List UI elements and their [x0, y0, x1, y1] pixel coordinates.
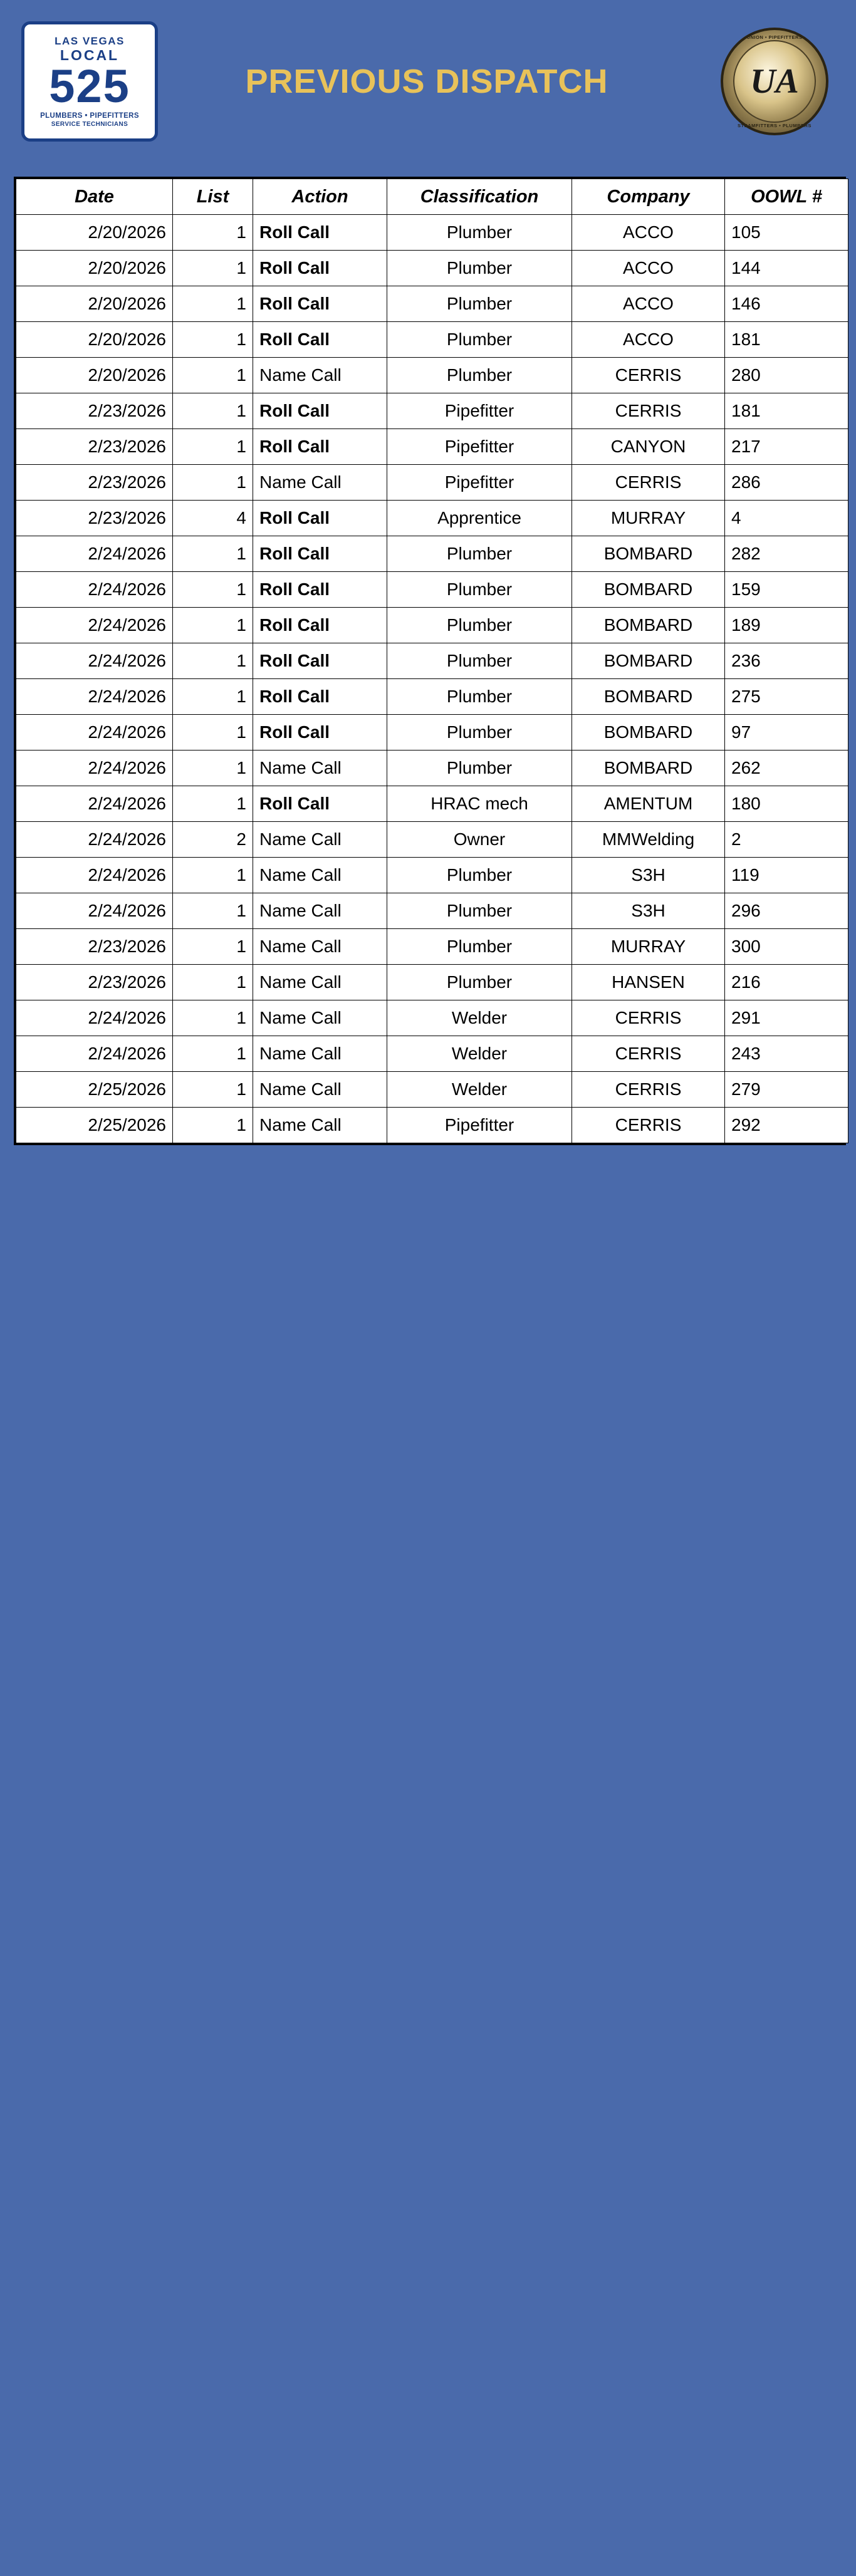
cell-company: ACCO — [572, 322, 725, 358]
cell-company: CERRIS — [572, 1108, 725, 1143]
cell-date: 2/23/2026 — [16, 929, 173, 965]
table-row[interactable] — [16, 822, 848, 858]
cell-date: 2/24/2026 — [16, 786, 173, 822]
cell-company: MURRAY — [572, 501, 725, 536]
cell-company: AMENTUM — [572, 786, 725, 822]
cell-date: 2/23/2026 — [16, 501, 173, 536]
cell-oowl: 216 — [725, 965, 848, 1000]
cell-date: 2/24/2026 — [16, 643, 173, 679]
cell-oowl: 275 — [725, 679, 848, 715]
cell-action: Name Call — [253, 1108, 387, 1143]
cell-action: Roll Call — [253, 393, 387, 429]
cell-list: 1 — [173, 1108, 253, 1143]
table-row[interactable] — [16, 750, 848, 786]
cell-oowl: 180 — [725, 786, 848, 822]
cell-date: 2/24/2026 — [16, 679, 173, 715]
cell-classification: Pipefitter — [387, 429, 572, 465]
column-header-classification: Classification — [387, 179, 572, 215]
ua-seal-monogram: UA — [750, 62, 799, 101]
cell-classification: Plumber — [387, 215, 572, 251]
cell-oowl: 2 — [725, 822, 848, 858]
cell-list: 1 — [173, 715, 253, 750]
cell-date: 2/20/2026 — [16, 251, 173, 286]
cell-classification: Plumber — [387, 251, 572, 286]
cell-action: Roll Call — [253, 572, 387, 608]
cell-date: 2/20/2026 — [16, 358, 173, 393]
cell-list: 1 — [173, 608, 253, 643]
cell-action: Roll Call — [253, 215, 387, 251]
page-title: PREVIOUS DISPATCH — [245, 63, 608, 100]
cell-oowl: 262 — [725, 750, 848, 786]
cell-date: 2/23/2026 — [16, 965, 173, 1000]
cell-classification: Pipefitter — [387, 1108, 572, 1143]
cell-company: BOMBARD — [572, 750, 725, 786]
cell-action: Roll Call — [253, 608, 387, 643]
cell-action: Roll Call — [253, 286, 387, 322]
cell-date: 2/24/2026 — [16, 750, 173, 786]
cell-date: 2/23/2026 — [16, 465, 173, 501]
cell-company: BOMBARD — [572, 679, 725, 715]
cell-action: Roll Call — [253, 679, 387, 715]
table-row[interactable] — [16, 1036, 848, 1072]
ua-seal-logo — [721, 28, 828, 135]
table-row[interactable] — [16, 893, 848, 929]
cell-date: 2/24/2026 — [16, 608, 173, 643]
table-row[interactable] — [16, 429, 848, 465]
cell-classification: Owner — [387, 822, 572, 858]
dispatch-table-container — [14, 177, 846, 1145]
cell-list: 1 — [173, 251, 253, 286]
cell-date: 2/23/2026 — [16, 429, 173, 465]
cell-company: CERRIS — [572, 1000, 725, 1036]
cell-date: 2/24/2026 — [16, 893, 173, 929]
cell-date: 2/24/2026 — [16, 536, 173, 572]
table-row[interactable] — [16, 858, 848, 893]
cell-oowl: 189 — [725, 608, 848, 643]
logo-service-text: SERVICE TECHNICIANS — [51, 120, 128, 128]
cell-list: 1 — [173, 965, 253, 1000]
cell-classification: Welder — [387, 1036, 572, 1072]
cell-classification: Plumber — [387, 608, 572, 643]
table-row[interactable] — [16, 1000, 848, 1036]
cell-list: 1 — [173, 1036, 253, 1072]
cell-action: Roll Call — [253, 786, 387, 822]
cell-oowl: 146 — [725, 286, 848, 322]
cell-action: Name Call — [253, 750, 387, 786]
table-row[interactable] — [16, 1108, 848, 1143]
table-row[interactable] — [16, 965, 848, 1000]
cell-company: S3H — [572, 893, 725, 929]
cell-list: 1 — [173, 893, 253, 929]
cell-oowl: 282 — [725, 536, 848, 572]
cell-classification: HRAC mech — [387, 786, 572, 822]
cell-list: 1 — [173, 429, 253, 465]
cell-oowl: 181 — [725, 393, 848, 429]
column-header-action: Action — [253, 179, 387, 215]
table-row[interactable] — [16, 465, 848, 501]
cell-action: Roll Call — [253, 322, 387, 358]
table-row[interactable] — [16, 643, 848, 679]
cell-oowl: 97 — [725, 715, 848, 750]
cell-classification: Welder — [387, 1072, 572, 1108]
column-header-oowl: OOWL # — [725, 179, 848, 215]
cell-company: CERRIS — [572, 358, 725, 393]
cell-list: 1 — [173, 322, 253, 358]
cell-date: 2/24/2026 — [16, 858, 173, 893]
cell-action: Name Call — [253, 1036, 387, 1072]
logo-local-text: LOCAL — [60, 47, 120, 64]
cell-classification: Pipefitter — [387, 465, 572, 501]
cell-action: Roll Call — [253, 251, 387, 286]
column-header-company: Company — [572, 179, 725, 215]
cell-classification: Plumber — [387, 965, 572, 1000]
cell-company: ACCO — [572, 251, 725, 286]
cell-list: 1 — [173, 215, 253, 251]
cell-oowl: 280 — [725, 358, 848, 393]
cell-date: 2/25/2026 — [16, 1072, 173, 1108]
logo-las-vegas-text: LAS VEGAS — [55, 35, 125, 48]
cell-list: 2 — [173, 822, 253, 858]
cell-action: Name Call — [253, 822, 387, 858]
cell-date: 2/24/2026 — [16, 1036, 173, 1072]
cell-company: BOMBARD — [572, 608, 725, 643]
cell-company: ACCO — [572, 215, 725, 251]
cell-action: Roll Call — [253, 429, 387, 465]
cell-classification: Plumber — [387, 929, 572, 965]
cell-date: 2/24/2026 — [16, 822, 173, 858]
cell-oowl: 159 — [725, 572, 848, 608]
table-row[interactable] — [16, 215, 848, 251]
cell-list: 1 — [173, 1072, 253, 1108]
column-header-list: List — [173, 179, 253, 215]
cell-action: Name Call — [253, 1072, 387, 1108]
table-row[interactable] — [16, 536, 848, 572]
ua-seal-ring-top-text: UNION • PIPEFITTERS — [746, 34, 803, 40]
cell-list: 4 — [173, 501, 253, 536]
table-row[interactable] — [16, 786, 848, 822]
cell-oowl: 286 — [725, 465, 848, 501]
cell-oowl: 4 — [725, 501, 848, 536]
cell-company: HANSEN — [572, 965, 725, 1000]
table-row[interactable] — [16, 393, 848, 429]
cell-oowl: 243 — [725, 1036, 848, 1072]
cell-company: CERRIS — [572, 465, 725, 501]
cell-company: MURRAY — [572, 929, 725, 965]
cell-action: Roll Call — [253, 715, 387, 750]
cell-classification: Plumber — [387, 679, 572, 715]
cell-oowl: 181 — [725, 322, 848, 358]
cell-company: CANYON — [572, 429, 725, 465]
cell-classification: Plumber — [387, 750, 572, 786]
cell-classification: Plumber — [387, 286, 572, 322]
cell-list: 1 — [173, 1000, 253, 1036]
table-row[interactable] — [16, 358, 848, 393]
cell-list: 1 — [173, 858, 253, 893]
cell-date: 2/20/2026 — [16, 286, 173, 322]
cell-list: 1 — [173, 750, 253, 786]
page-header — [0, 0, 856, 163]
cell-company: BOMBARD — [572, 643, 725, 679]
cell-company: S3H — [572, 858, 725, 893]
cell-list: 1 — [173, 572, 253, 608]
cell-classification: Plumber — [387, 358, 572, 393]
cell-action: Name Call — [253, 465, 387, 501]
cell-company: MMWelding — [572, 822, 725, 858]
cell-action: Name Call — [253, 358, 387, 393]
cell-classification: Apprentice — [387, 501, 572, 536]
cell-classification: Pipefitter — [387, 393, 572, 429]
cell-classification: Plumber — [387, 715, 572, 750]
cell-action: Roll Call — [253, 643, 387, 679]
table-row[interactable] — [16, 501, 848, 536]
cell-action: Roll Call — [253, 536, 387, 572]
cell-oowl: 292 — [725, 1108, 848, 1143]
cell-oowl: 217 — [725, 429, 848, 465]
cell-company: BOMBARD — [572, 715, 725, 750]
cell-date: 2/25/2026 — [16, 1108, 173, 1143]
table-row[interactable] — [16, 572, 848, 608]
cell-oowl: 296 — [725, 893, 848, 929]
cell-classification: Plumber — [387, 643, 572, 679]
cell-list: 1 — [173, 393, 253, 429]
cell-list: 1 — [173, 679, 253, 715]
cell-company: ACCO — [572, 286, 725, 322]
cell-date: 2/23/2026 — [16, 393, 173, 429]
cell-list: 1 — [173, 465, 253, 501]
table-row[interactable] — [16, 929, 848, 965]
cell-classification: Plumber — [387, 572, 572, 608]
cell-classification: Welder — [387, 1000, 572, 1036]
logo-local-number: 525 — [49, 60, 130, 113]
cell-date: 2/24/2026 — [16, 1000, 173, 1036]
cell-company: CERRIS — [572, 393, 725, 429]
table-row[interactable] — [16, 322, 848, 358]
cell-oowl: 105 — [725, 215, 848, 251]
table-row[interactable] — [16, 715, 848, 750]
table-row[interactable] — [16, 679, 848, 715]
cell-company: CERRIS — [572, 1072, 725, 1108]
cell-oowl: 291 — [725, 1000, 848, 1036]
column-header-date: Date — [16, 179, 173, 215]
cell-action: Name Call — [253, 893, 387, 929]
cell-list: 1 — [173, 643, 253, 679]
cell-oowl: 144 — [725, 251, 848, 286]
cell-company: BOMBARD — [572, 536, 725, 572]
cell-company: BOMBARD — [572, 572, 725, 608]
cell-list: 1 — [173, 358, 253, 393]
cell-action: Roll Call — [253, 501, 387, 536]
cell-action: Name Call — [253, 965, 387, 1000]
cell-date: 2/24/2026 — [16, 572, 173, 608]
dispatch-table — [16, 179, 848, 1143]
cell-action: Name Call — [253, 929, 387, 965]
cell-list: 1 — [173, 286, 253, 322]
ua-seal-ring-bottom-text: STEAMFITTERS • PLUMBERS — [738, 123, 812, 128]
cell-company: CERRIS — [572, 1036, 725, 1072]
cell-classification: Plumber — [387, 322, 572, 358]
cell-date: 2/20/2026 — [16, 322, 173, 358]
cell-list: 1 — [173, 786, 253, 822]
cell-date: 2/20/2026 — [16, 215, 173, 251]
cell-action: Name Call — [253, 1000, 387, 1036]
table-body — [16, 215, 848, 1143]
cell-classification: Plumber — [387, 858, 572, 893]
cell-oowl: 119 — [725, 858, 848, 893]
logo-trades-text: PLUMBERS • PIPEFITTERS — [40, 112, 139, 120]
table-row[interactable] — [16, 286, 848, 322]
cell-list: 1 — [173, 929, 253, 965]
cell-action: Name Call — [253, 858, 387, 893]
cell-oowl: 236 — [725, 643, 848, 679]
cell-classification: Plumber — [387, 893, 572, 929]
cell-date: 2/24/2026 — [16, 715, 173, 750]
table-row[interactable] — [16, 608, 848, 643]
table-header-row — [16, 179, 848, 215]
cell-classification: Plumber — [387, 536, 572, 572]
table-row[interactable] — [16, 1072, 848, 1108]
table-row[interactable] — [16, 251, 848, 286]
cell-oowl: 279 — [725, 1072, 848, 1108]
cell-list: 1 — [173, 536, 253, 572]
cell-oowl: 300 — [725, 929, 848, 965]
